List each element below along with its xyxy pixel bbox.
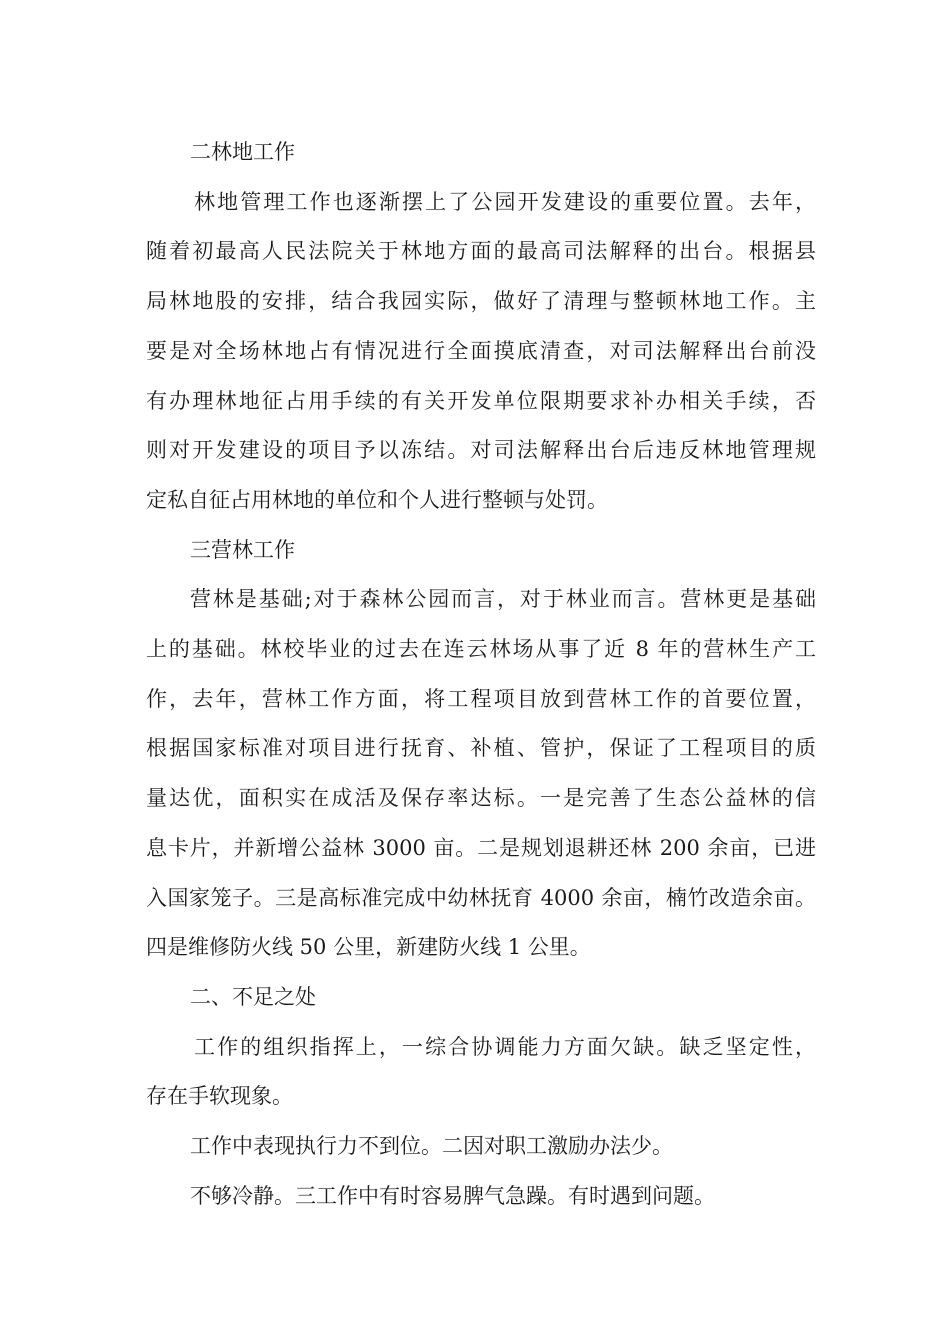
paragraph-execution [146, 1122, 816, 1172]
text-line: 作，去年，营林工作方面，将工程项目放到营林工作的首要位置， [146, 686, 816, 711]
text-line: 根据国家标准对项目进行抚育、补植、管护，保证了工程项目的质 [146, 736, 816, 761]
text-line: 息卡片，并新增公益林 3000 亩。二是规划退耕还林 200 余亩，已进 [146, 835, 816, 860]
text-line: 四是维修防火线 50 公里，新建防火线 1 公里。 [146, 935, 591, 960]
text-line: 有办理林地征占用手续的有关开发单位限期要求补办相关手续，否 [146, 388, 816, 413]
text-line: 不够冷静。三工作中有时容易脾气急躁。有时遇到问题。 [190, 1183, 715, 1208]
text-line: 存在手软现象。 [146, 1084, 293, 1109]
text-line: 局林地股的安排，结合我园实际，做好了清理与整顿林地工作。主 [146, 289, 816, 314]
text-line: 上的基础。林校毕业的过去在连云林场从事了近 8 年的营林生产工 [146, 637, 816, 662]
text-line: 营林是基础;对于森林公园而言，对于林业而言。营林更是基础 [190, 587, 816, 612]
text-line: 工作中表现执行力不到位。二因对职工激励办法少。 [190, 1134, 673, 1159]
paragraph-forest-land-management [146, 178, 816, 526]
text-line: 林地管理工作也逐渐摆上了公园开发建设的重要位置。去年， [194, 189, 816, 214]
text-line: 入国家笼子。三是高标准完成中幼林抚育 4000 余亩，楠竹改造余亩。 [146, 885, 816, 910]
text-line: 则对开发建设的项目予以冻结。对司法解释出台后违反林地管理规 [146, 438, 816, 463]
text-line: 定私自征占用林地的单位和个人进行整顿与处罚。 [146, 487, 608, 512]
text-line: 量达优，面积实在成活及保存率达标。一是完善了生态公益林的信 [146, 786, 816, 811]
heading-forest-land-work: 二林地工作 [190, 140, 295, 164]
heading-afforestation-work: 三营林工作 [190, 537, 295, 562]
paragraph-temper [146, 1172, 816, 1222]
paragraph-afforestation [146, 575, 816, 973]
paragraph-coordination [146, 1023, 816, 1122]
text-line: 随着初最高人民法院关于林地方面的最高司法解释的出台。根据县 [146, 239, 816, 264]
document-body [146, 128, 816, 1221]
text-line: 工作的组织指挥上，一综合协调能力方面欠缺。缺乏坚定性， [194, 1034, 816, 1059]
text-line: 要是对全场林地占有情况进行全面摸底清查，对司法解释出台前没 [146, 338, 816, 363]
heading-shortcomings: 二、不足之处 [190, 984, 316, 1009]
